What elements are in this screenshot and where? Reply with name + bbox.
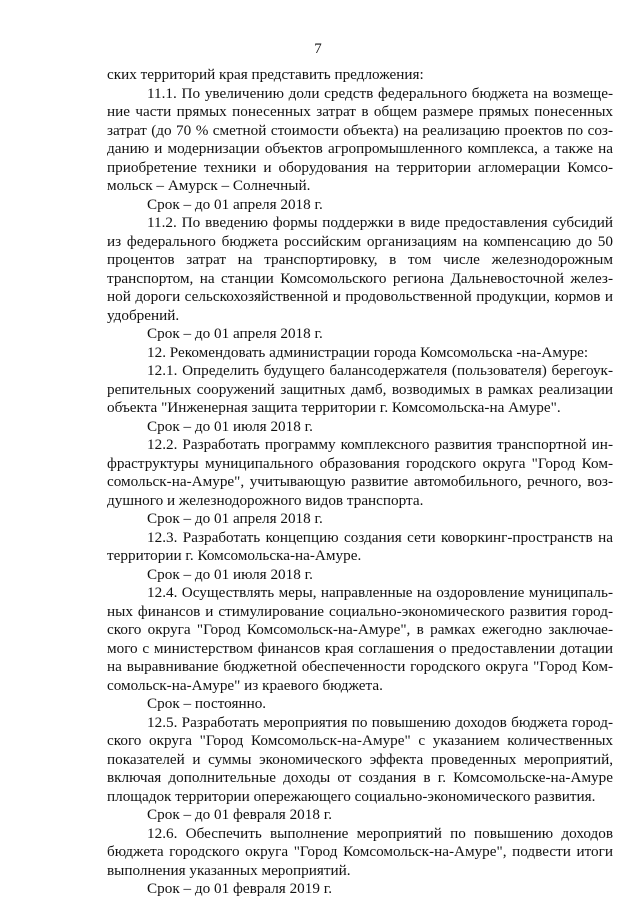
deadline-12-3: Срок – до 01 июля 2018 г. — [147, 565, 313, 583]
deadline-12-4: Срок – постоянно. — [147, 695, 267, 712]
deadline-11-1: Срок – до 01 апреля 2018 г. — [147, 195, 323, 213]
paragraph-11-1: 11.1. По увеличению доли средств федерального бюджета на возмещение части прямых понесенных затрат в общем размере прямых понесенных затрат (до 70 % сметной стоимости объекта) на реализацию проектов по созданию и модернизации объектов агропромышленного комплекса, а также на приобретение техники и оборудования на территории агломерации Комсомольск – Амурск – Солнечный. — [107, 84, 613, 194]
deadline-12-5: Срок – до 01 февраля 2018 г. — [147, 806, 333, 823]
deadline-12-6: Срок – до 01 февраля 2019 г. — [147, 880, 333, 897]
paragraph-11-2: 11.2. По введению формы поддержки в виде предоставления субсидий из федерального бюджета российским организациям на компенсацию до 50 процентов затрат на транспортировку, в том числе железнодорожным транспортом, на станции Комсомольского региона Дальневосточной железной дороги сельскохозяйственной и продовольственной продукции, кормов и удобрений. — [107, 214, 613, 324]
paragraph-12-3: 12.3. Разработать концепцию создания сети коворкинг-пространств на территории г. Комсомольска-на-Амуре. — [107, 528, 613, 564]
deadline-12-2: Срок – до 01 апреля 2018 г. — [147, 510, 323, 527]
paragraph-continuation: ских территорий края представить предложения: — [107, 66, 424, 83]
paragraph-12-6: 12.6. Обеспечить выполнение мероприятий по повышению доходов бюджета городского округа "Город Комсомольск-на-Амуре", подвести итоги выполнения указанных мероприятий. — [107, 824, 613, 879]
paragraph-12: 12. Рекомендовать администрации города Комсомольска -на-Амуре: — [147, 343, 589, 361]
deadline-11-2: Срок – до 01 апреля 2018 г. — [147, 325, 323, 342]
paragraph-12-1: 12.1. Определить будущего балансодержателя (пользователя) берегоукрепительных сооружений защитных дамб, возводимых в рамках реализации объекта "Инженерная защита территории г. Комсомольска-на Амуре". — [107, 362, 613, 416]
paragraph-12-2: 12.2. Разработать программу комплексного развития транспортной инфраструктуры муниципального образования городского округа "Город Комсомольск-на-Амуре", учитывающую развитие автомобильного, речного, воздушного и железнодорожного видов транспорта. — [107, 436, 613, 509]
page-number: 7 — [314, 41, 322, 57]
deadline-12-1: Срок – до 01 июля 2018 г. — [147, 417, 313, 435]
paragraph-12-5: 12.5. Разработать мероприятия по повышению доходов бюджета городского округа "Город Комсомольск-на-Амуре" с указанием количественных показателей и суммы экономического эффекта проведенных мероприятий, включая дополнительные доходы от создания в г. Комсомольске-на-Амуре площадок территории опережающего социально-экономического развития. — [107, 713, 613, 805]
document-body — [107, 66, 613, 899]
paragraph-12-4: 12.4. Осуществлять меры, направленные на оздоровление муниципальных финансов и стимулирование социально-экономического развития городского округа "Город Комсомольск-на-Амуре", в рамках ежегодно заключаемого с министерством финансов края соглашения о предоставлении дотации на выравнивание бюджетной обеспеченности городского округа "Город Комсомольск-на-Амуре" из краевого бюджета. — [107, 584, 613, 694]
